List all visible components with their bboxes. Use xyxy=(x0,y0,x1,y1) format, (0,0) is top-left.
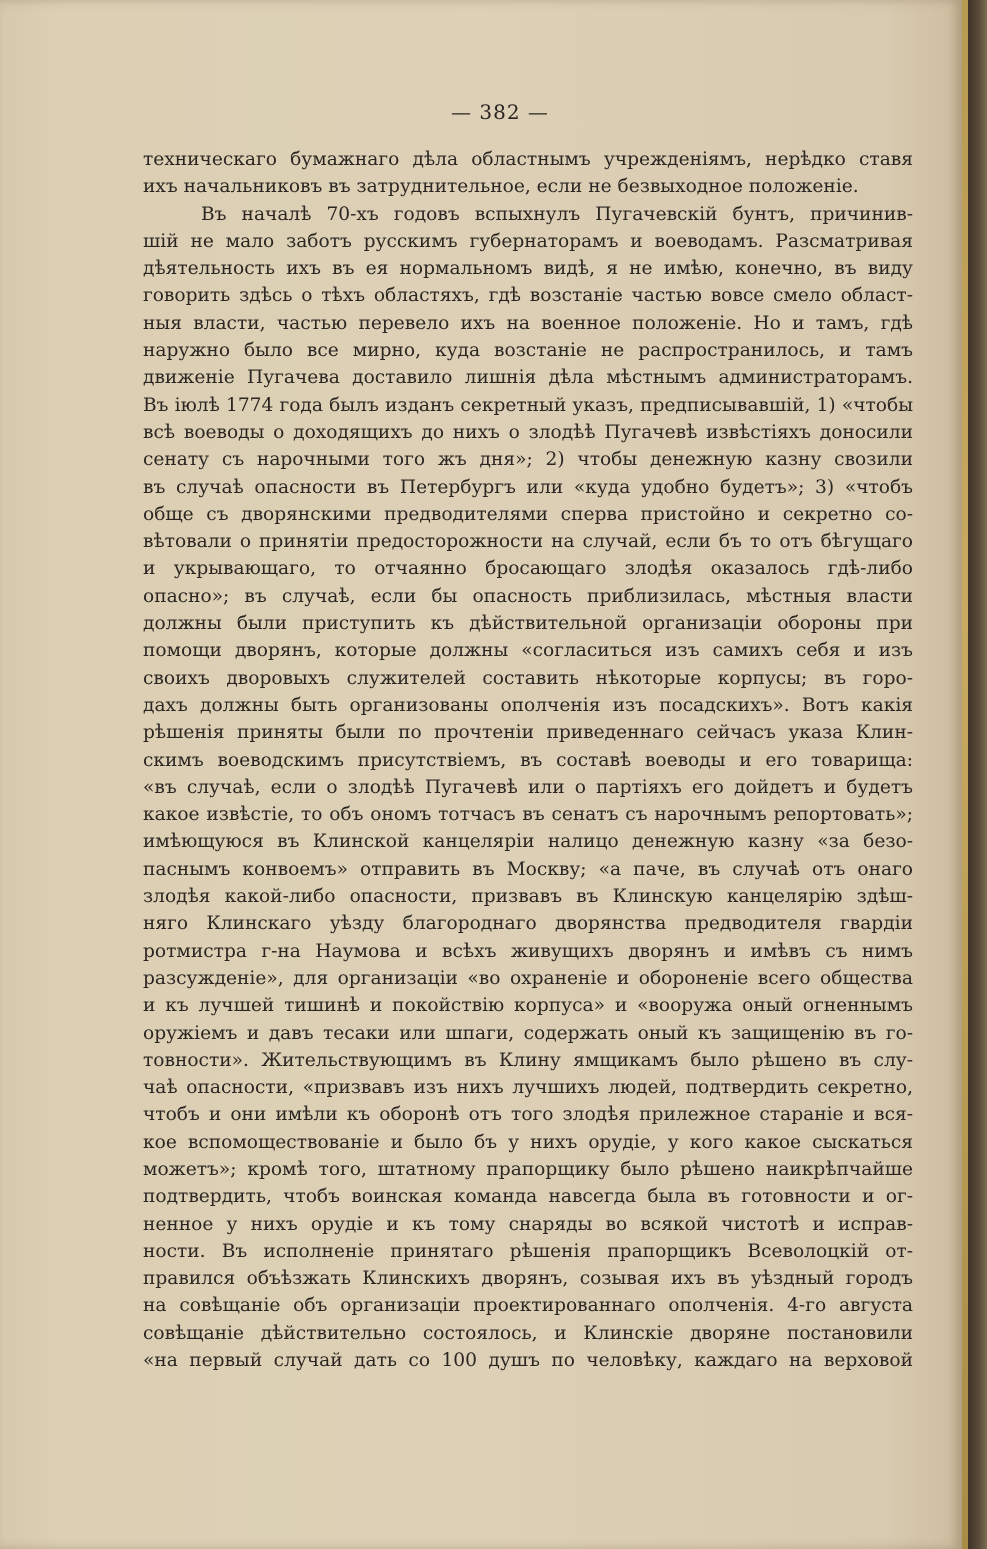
text-line: техническаго бумажнаго дѣла областнымъ учрежденіямъ, нерѣдко ставя xyxy=(143,149,913,170)
text-line: въ случаѣ опасности въ Петербургъ или «куда удобно будетъ»; 3) «чтобъ xyxy=(143,476,913,498)
text-line: ихъ начальниковъ въ затруднительное, если не безвыходное положеніе. xyxy=(143,176,859,198)
text-line: какое извѣстіе, то объ ономъ тотчасъ въ сенатъ съ нарочнымъ репортовать»; xyxy=(143,804,913,826)
book-binding-edge xyxy=(968,0,987,1549)
text-line: движеніе Пугачева доставило лишнія дѣла мѣстнымъ администраторамъ. xyxy=(143,367,913,389)
text-line: няго Клинскаго уѣзду благороднаго дворянства предводителя гвардіи xyxy=(143,913,913,935)
text-line: ротмистра г-на Наумова и всѣхъ живущихъ дворянъ и имѣвъ съ нимъ xyxy=(143,940,913,962)
text-line: «въ случаѣ, если о злодѣѣ Пугачевѣ или о партіяхъ его дойдетъ и будетъ xyxy=(143,776,913,798)
text-line: говорить здѣсь о тѣхъ областяхъ, гдѣ возстаніе частью вовсе смело област- xyxy=(143,285,913,307)
text-line: совѣщаніе дѣйствительно состоялось, и Клинскіе дворяне постановили xyxy=(143,1322,913,1344)
body-text xyxy=(143,146,913,1402)
text-line: сенату съ нарочными того жъ дня»; 2) чтобы денежную казну свозили xyxy=(143,449,913,471)
text-line: и укрывающаго, то отчаянно бросающаго злодѣя оказалось гдѣ-либо xyxy=(143,558,913,580)
text-line: оружіемъ и давъ тесаки или шпаги, содержать оный къ защищенію въ го- xyxy=(143,1022,913,1044)
text-line: ненное у нихъ орудіе и къ тому снаряды во всякой чистотѣ и исправ- xyxy=(143,1213,913,1235)
text-line: рѣшенія приняты были по прочтеніи приведеннаго сейчасъ указа Клин- xyxy=(143,722,913,744)
text-line: разсужденіе», для организаціи «во охраненіе и обороненіе всего общества xyxy=(143,967,913,989)
text-line: наружно было все мирно, куда возстаніе не распространилось, и тамъ xyxy=(143,340,913,362)
text-line: «на первый случай дать со 100 душъ по человѣку, каждаго на верховой xyxy=(143,1350,913,1372)
text-line: чаѣ опасности, «призвавъ изъ нихъ лучшихъ людей, подтвердить секретно, xyxy=(143,1077,913,1099)
text-line: дахъ должны быть организованы ополченія изъ посадскихъ». Вотъ какія xyxy=(143,694,913,716)
text-line: Въ іюлѣ 1774 года былъ изданъ секретный указъ, предписывавшій, 1) «чтобы xyxy=(143,394,913,416)
text-line: правился объѣзжать Клинскихъ дворянъ, созывая ихъ въ уѣздный городъ xyxy=(143,1268,913,1290)
text-line: товности». Жительствующимъ въ Клину ямщикамъ было рѣшено въ слу- xyxy=(143,1049,913,1071)
text-line: ныя власти, частью перевело ихъ на военное положеніе. Но и тамъ, гдѣ xyxy=(143,312,913,334)
text-line: скимъ воеводскимъ присутствіемъ, въ составѣ воеводы и его товарища: xyxy=(143,749,913,771)
text-line: паснымъ конвоемъ» отправить въ Москву; «а паче, въ случаѣ отъ онаго xyxy=(143,858,913,880)
text-line: вѣтовали о принятіи предосторожности на случай, если бъ то отъ бѣгущаго xyxy=(143,531,913,553)
text-line: ности. Въ исполненіе принятаго рѣшенія прапорщикъ Всеволоцкій от- xyxy=(143,1240,913,1262)
text-line: дѣятельность ихъ въ ея нормальномъ видѣ, я не имѣю, конечно, въ виду xyxy=(143,258,913,280)
text-line: обще съ дворянскими предводителями сперва пристойно и секретно со- xyxy=(143,503,913,525)
text-line: подтвердить, чтобъ воинская команда навсегда была въ готовности и ог- xyxy=(143,1186,913,1208)
text-line: своихъ дворовыхъ служителей составить нѣкоторые корпусы; въ горо- xyxy=(143,667,913,689)
text-line: всѣ воеводы о доходящихъ до нихъ о злодѣѣ Пугачевѣ извѣстіяхъ доносили xyxy=(143,421,913,443)
text-line: чтобъ и они имѣли къ оборонѣ отъ того злодѣя прилежное стараніе и вся- xyxy=(143,1104,913,1126)
text-line: можетъ»; кромѣ того, штатному прапорщику было рѣшено наикрѣпчайше xyxy=(143,1158,913,1180)
text-line: и къ лучшей тишинѣ и покойствію корпуса» и «вооружа оный огненнымъ xyxy=(143,995,913,1017)
text-line: кое вспомоществованіе и было бъ у нихъ орудіе, у кого какое сыскаться xyxy=(143,1131,913,1153)
text-line: должны были приступить къ дѣйствительной организаціи обороны при xyxy=(143,613,913,635)
text-line xyxy=(143,1374,913,1401)
page-number: — 382 — xyxy=(451,100,549,124)
text-line: шій не мало заботъ русскимъ губернаторамъ и воеводамъ. Разсматривая xyxy=(143,230,913,252)
text-line: злодѣя какой-либо опасности, призвавъ въ Клинскую канцелярію здѣш- xyxy=(143,886,913,908)
text-line: имѣющуюся въ Клинской канцеляріи налицо денежную казну «за безо- xyxy=(143,831,913,853)
text-line: на совѣщаніе объ организаціи проектированнаго ополченія. 4-го августа xyxy=(143,1295,913,1317)
text-line: опасно»; въ случаѣ, если бы опасность приблизилась, мѣстныя власти xyxy=(143,585,913,607)
text-line: помощи дворянъ, которые должны «согласиться изъ самихъ себя и изъ xyxy=(143,640,913,662)
text-line: Въ началѣ 70-хъ годовъ вспыхнулъ Пугачевскій бунтъ, причинив- xyxy=(201,203,913,225)
